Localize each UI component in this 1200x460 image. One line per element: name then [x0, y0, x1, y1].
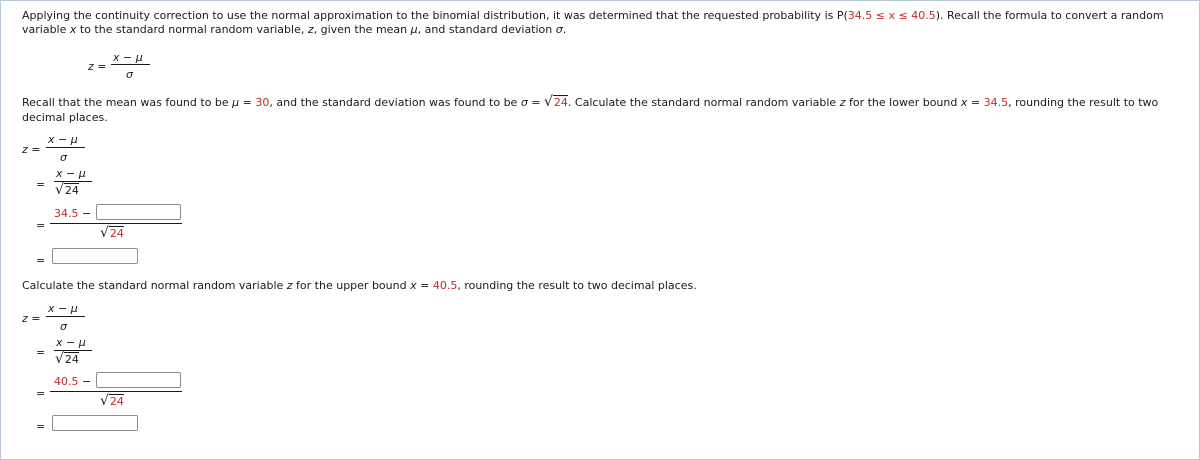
sqrt-icon: √: [100, 225, 109, 241]
upper-step2-denominator: [55, 351, 79, 367]
lower-eq-2: =: [36, 178, 46, 191]
upper-z-equals: z =: [22, 312, 41, 325]
upper-step1-numerator: x − μ: [48, 302, 78, 315]
formula-fraction-bar: [111, 64, 150, 65]
lower-step2-denominator: [55, 182, 79, 198]
mean-value: 30: [255, 96, 270, 109]
upper-z-result-input[interactable]: [52, 415, 138, 431]
sqrt-icon: √: [544, 94, 553, 110]
upper-step2-numerator: x − μ: [56, 336, 86, 349]
intro-text-a: Applying the continuity correction to use the normal approximation to the binomial distribution, it was determined that the requested probability is P(: [22, 9, 848, 22]
upper-step1-bar: [46, 316, 85, 317]
upper-step3-radicand: 24: [109, 395, 124, 408]
upper-eq-3: =: [36, 387, 46, 400]
recall-line-2: decimal places.: [22, 111, 108, 124]
sqrt-icon: √: [100, 393, 109, 409]
var-mu: μ: [410, 23, 418, 36]
var-z: z: [286, 279, 293, 292]
recall-text: for the lower bound: [845, 96, 961, 109]
minus-sign: −: [82, 375, 92, 388]
recall-text: Recall that the mean was found to be: [22, 96, 233, 109]
lower-step2-radicand: 24: [64, 184, 79, 197]
upper-step1-denominator: σ: [60, 320, 67, 333]
intro-text-b: ). Recall the formula to convert a random: [935, 9, 1164, 22]
lower-step3-numerator-text: [54, 207, 91, 220]
recall-text: , rounding the result to two: [1008, 96, 1159, 109]
var-x: x: [69, 23, 77, 36]
prompt-text: Calculate the standard normal random variable: [22, 279, 287, 292]
lower-step2-numerator: x − μ: [56, 167, 86, 180]
lower-z-result-input[interactable]: [52, 248, 138, 264]
mu-equals: μ =: [232, 96, 256, 109]
upper-bound-value: 40.5: [54, 375, 79, 388]
lower-step3-bar: [50, 223, 182, 224]
sqrt-icon: √: [55, 182, 64, 198]
sigma-equals: σ =: [520, 96, 544, 109]
intro-line-1: [22, 9, 1164, 22]
recall-line-1: [22, 94, 1158, 110]
prompt-text: , rounding the result to two decimal places.: [457, 279, 697, 292]
prompt-text: for the upper bound: [292, 279, 411, 292]
intro-line-2: [22, 23, 566, 36]
upper-mean-input[interactable]: [96, 372, 181, 388]
x-equals: x =: [410, 279, 433, 292]
lower-eq-3: =: [36, 219, 46, 232]
recall-text: , and the standard deviation was found to be: [269, 96, 521, 109]
std-dev-radicand: 24: [553, 96, 568, 109]
lower-bound-value: 34.5: [54, 207, 79, 220]
var-sigma: σ: [555, 23, 563, 36]
upper-step3-numerator-text: [54, 375, 91, 388]
intro-text: variable: [22, 23, 70, 36]
upper-step3-bar: [50, 391, 182, 392]
x-equals: x =: [960, 96, 984, 109]
upper-bound-value: 40.5: [432, 279, 458, 292]
lower-mean-input[interactable]: [96, 204, 181, 220]
recall-text: . Calculate the standard normal random variable: [567, 96, 840, 109]
formula-numerator: x − μ: [113, 51, 143, 64]
upper-step3-denominator: [100, 393, 124, 409]
upper-eq-4: =: [36, 420, 46, 433]
upper-prompt: [22, 279, 697, 292]
lower-step1-denominator: σ: [60, 151, 67, 164]
probability-interval: 34.5 ≤ x ≤ 40.5: [847, 9, 936, 22]
upper-step2-radicand: 24: [64, 353, 79, 366]
var-z: z: [307, 23, 314, 36]
minus-sign: −: [82, 207, 92, 220]
lower-bound-value: 34.5: [983, 96, 1009, 109]
intro-text: , given the mean: [313, 23, 411, 36]
intro-text: to the standard normal random variable,: [76, 23, 308, 36]
lower-step3-denominator: [100, 225, 124, 241]
upper-eq-2: =: [36, 346, 46, 359]
lower-step3-radicand: 24: [109, 227, 124, 240]
formula-lhs: z =: [88, 60, 107, 73]
formula-denominator: σ: [126, 68, 133, 81]
var-z: z: [839, 96, 846, 109]
intro-text: .: [562, 23, 567, 36]
intro-text: , and standard deviation: [417, 23, 556, 36]
sqrt-icon: √: [55, 351, 64, 367]
lower-step1-numerator: x − μ: [48, 133, 78, 146]
lower-step1-bar: [46, 147, 85, 148]
lower-eq-4: =: [36, 254, 46, 267]
lower-z-equals: z =: [22, 143, 41, 156]
